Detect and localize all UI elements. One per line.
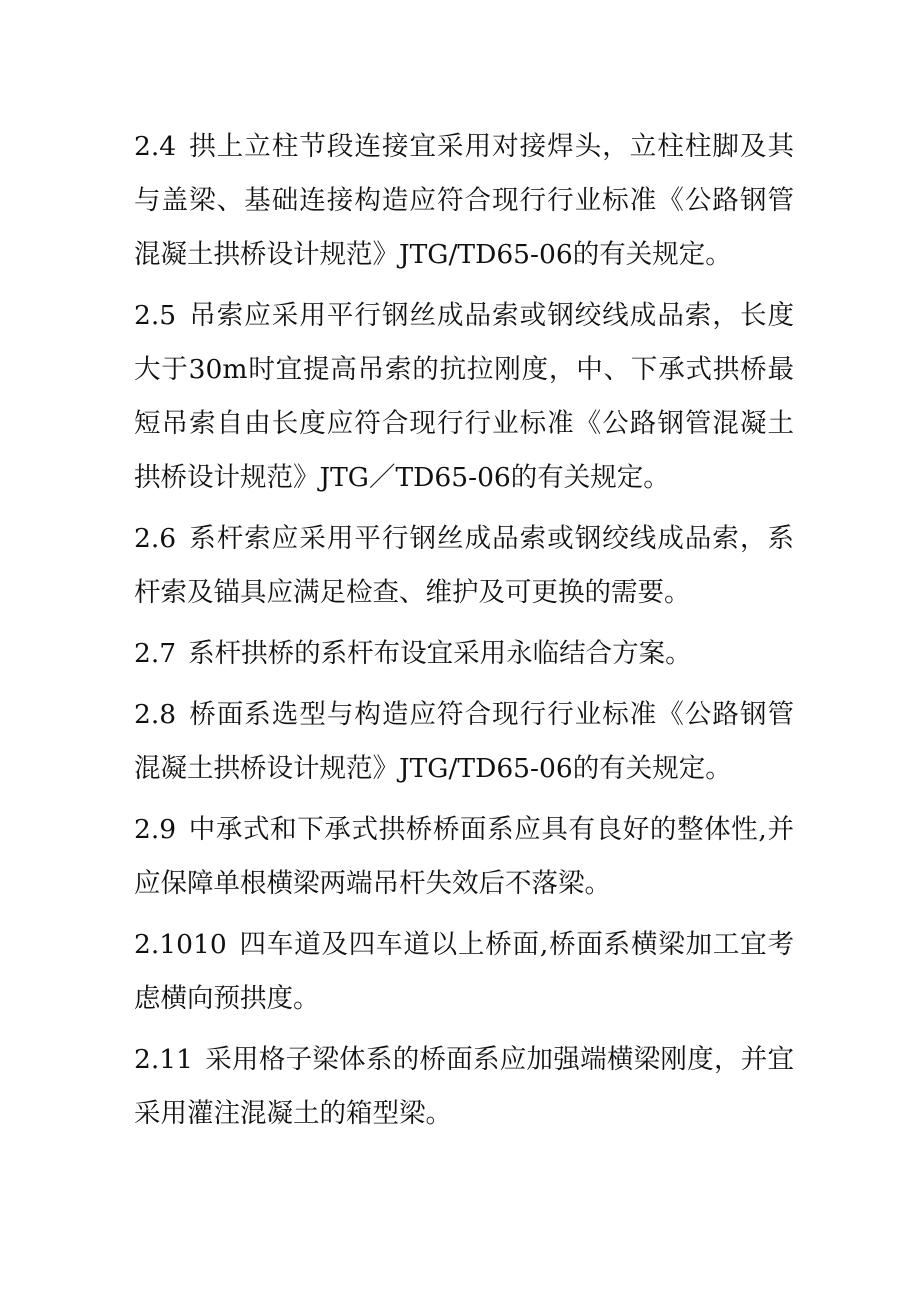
clause-2-7 <box>134 627 794 681</box>
clause-text: 系杆索应采用平行钢丝成品索或钢绞线成品索，系杆索及锚具应满足检查、维护及可更换的需要。 <box>134 523 794 608</box>
clause-text: 系杆拱桥的系杆布设宜采用永临结合方案。 <box>188 638 692 669</box>
clause-number: 2.5 <box>134 300 177 331</box>
clause-2-11 <box>134 1033 794 1141</box>
clause-number: 2.9 <box>134 814 177 845</box>
clause-2-6 <box>134 512 794 620</box>
clause-number: 2.11 <box>134 1044 194 1075</box>
clause-number: 2.8 <box>134 699 177 730</box>
clause-2-5 <box>134 289 794 505</box>
clause-text: 拱上立柱节段连接宜采用对接焊头，立柱柱脚及其与盖梁、基础连接构造应符合现行行业标准《公路钢管混凝土拱桥设计规范》JTG/TD65-06的有关规定。 <box>134 131 794 270</box>
clause-number: 2.4 <box>134 131 177 162</box>
clause-text: 吊索应采用平行钢丝成品索或钢绞线成品索，长度大于30m时宜提高吊索的抗拉刚度，中、下承式拱桥最短吊索自由长度应符合现行行业标准《公路钢管混凝土拱桥设计规范》JTG／TD65-06的有关规定。 <box>134 300 794 493</box>
clause-text: 采用格子梁体系的桥面系应加强端横梁刚度，并宜采用灌注混凝土的箱型梁。 <box>134 1044 794 1129</box>
clause-2-4 <box>134 120 794 282</box>
clause-number: 2.7 <box>134 638 177 669</box>
clause-2-10 <box>134 918 794 1026</box>
clause-text: 桥面系选型与构造应符合现行行业标准《公路钢管混凝土拱桥设计规范》JTG/TD65-06的有关规定。 <box>134 699 794 784</box>
document-page <box>134 120 794 1148</box>
clause-text: 四车道及四车道以上桥面,桥面系横梁加工宜考虑横向预拱度。 <box>134 929 794 1014</box>
clause-2-8 <box>134 688 794 796</box>
clause-number: 2.1010 <box>134 929 227 960</box>
clause-2-9 <box>134 803 794 911</box>
clause-text: 中承式和下承式拱桥桥面系应具有良好的整体性,并应保障单根横梁两端吊杆失效后不落梁。 <box>134 814 794 899</box>
clause-number: 2.6 <box>134 523 177 554</box>
